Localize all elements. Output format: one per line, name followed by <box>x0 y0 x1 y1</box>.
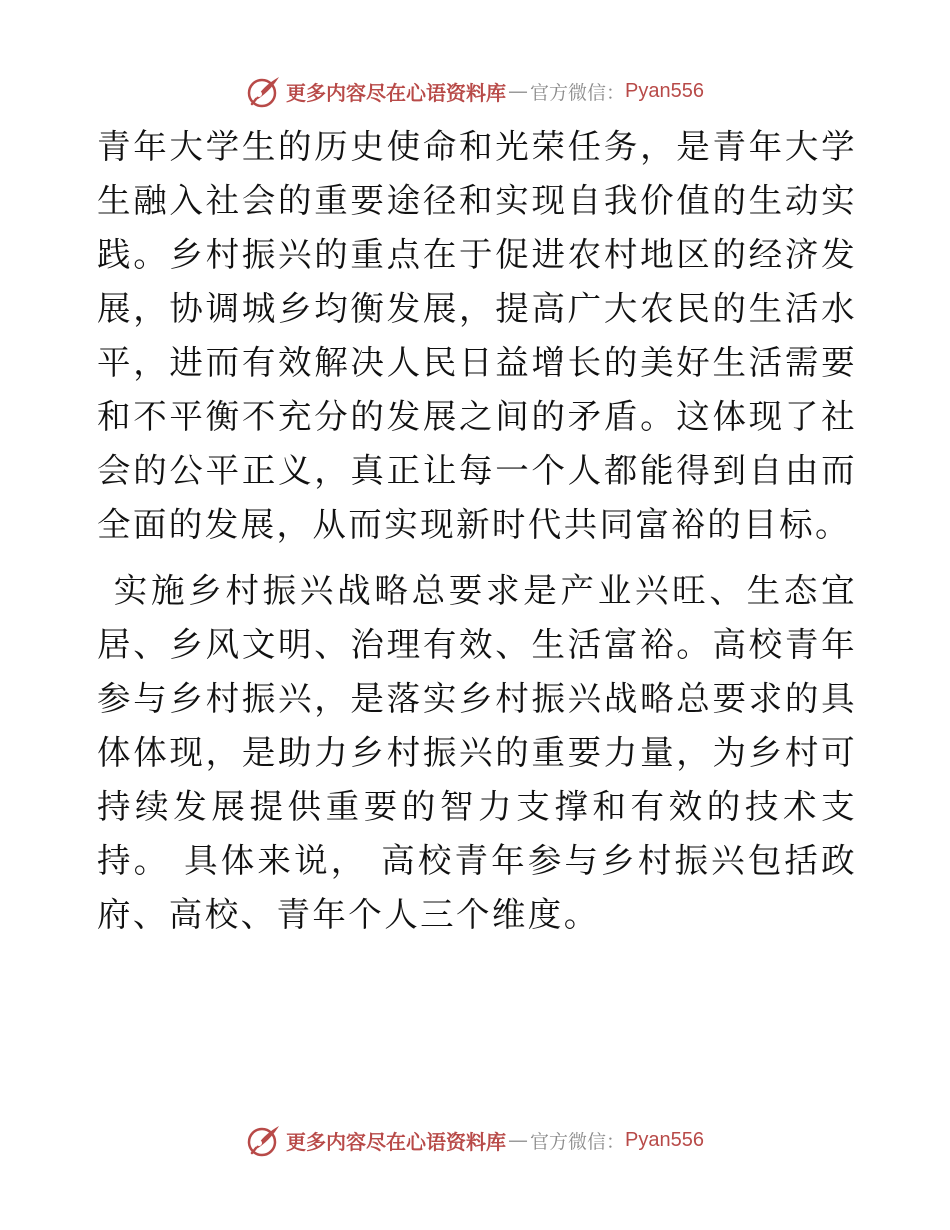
watermark-dash: — <box>508 1128 528 1152</box>
body-paragraph-1: 青年大学生的历史使命和光荣任务，是青年大学生融入社会的重要途径和实现自我价值的生动实践。乡村振兴的重点在于促进农村地区的经济发展，协调城乡均衡发展，提高广大农民的生活水平，进而有效解决人民日益增长的美好生活需要和不平衡不充分的发展之间的矛盾。这体现了社会的公平正义，真正让每一个人都能得到自由而全面的发展，从而实现新时代共同富裕的目标。 <box>97 127 857 544</box>
document-body <box>97 120 857 942</box>
watermark-dash: — <box>508 79 528 103</box>
watermark-text: 更多内容尽在心语资料库 <box>286 80 506 105</box>
watermark-wechat-id: Pyan556 <box>625 1128 704 1151</box>
feather-pen-logo-icon <box>246 73 282 109</box>
footer-watermark <box>0 1120 950 1160</box>
watermark-wechat-id: Pyan556 <box>625 79 704 102</box>
header-watermark <box>0 71 950 111</box>
watermark-official-label: 官方微信： <box>530 1130 626 1153</box>
body-paragraph-2: 实施乡村振兴战略总要求是产业兴旺、生态宜居、乡风文明、治理有效、生活富裕。高校青年参与乡村振兴，是落实乡村振兴战略总要求的具体体现，是助力乡村振兴的重要力量，为乡村可持续发展提供重要的智力支撑和有效的技术支持。 具体来说， 高校青年参与乡村振兴包括政府、高校、青年个人三个维度。 <box>97 571 857 934</box>
feather-pen-logo-icon <box>246 1122 282 1158</box>
watermark-text: 更多内容尽在心语资料库 <box>286 1129 506 1154</box>
watermark-official-label: 官方微信： <box>530 81 626 104</box>
